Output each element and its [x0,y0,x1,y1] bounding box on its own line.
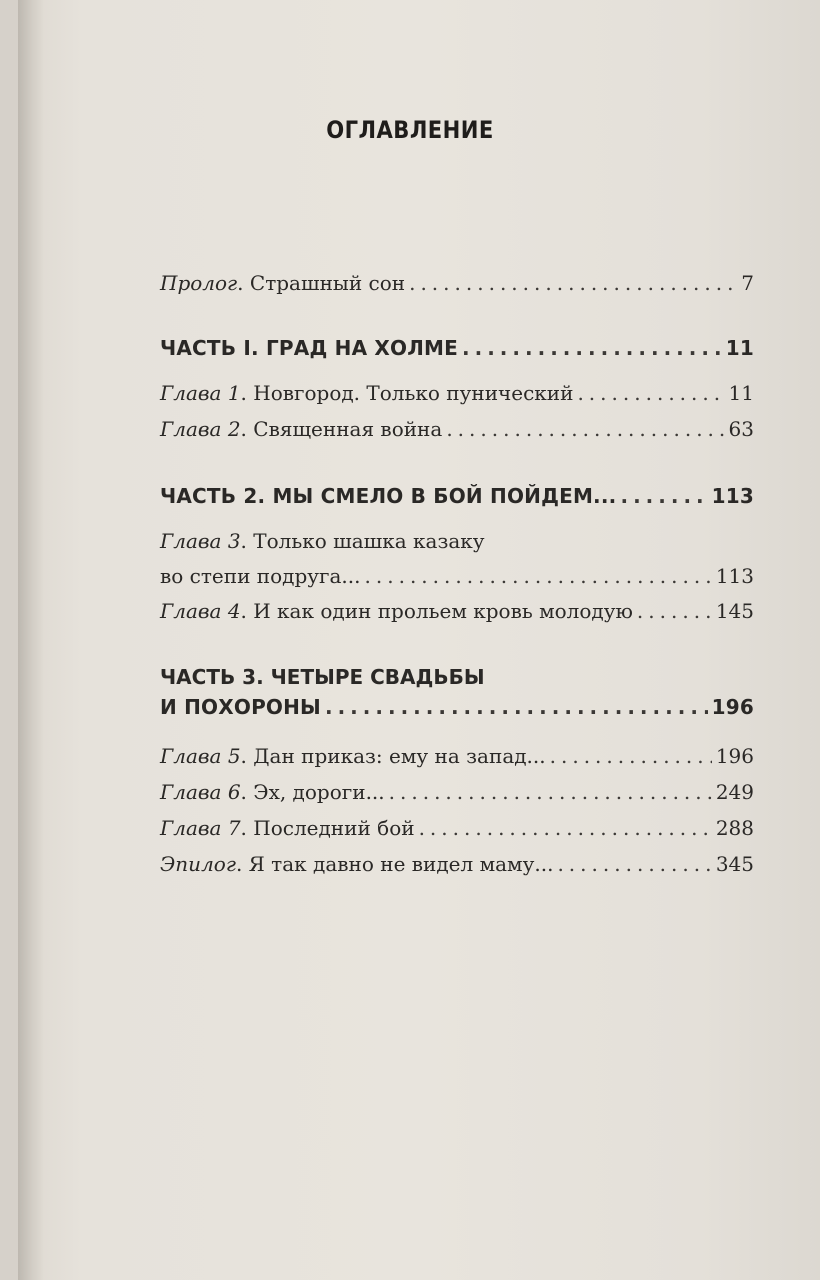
dot-leader [550,741,712,771]
toc-part-3 [160,692,754,722]
dot-leader [577,378,724,408]
page-number: 7 [741,271,754,295]
entry-title: . Последний бой [240,816,415,840]
entry-prefix: Глава 2 [160,417,241,441]
entry-prefix: Эпилог [160,852,236,876]
toc-part-1 [160,333,754,363]
toc-part-2 [160,481,754,511]
entry-title: . Эх, дороги... [240,780,385,804]
entry-title: . Только шашка казаку [240,529,485,553]
part-title: ЧАСТЬ I. ГРАД НА ХОЛМЕ [160,336,459,360]
entry-prefix: Глава 5 [160,744,241,768]
page-title: ОГЛАВЛЕНИЕ [326,116,494,144]
page-number: 196 [711,695,754,719]
dot-leader [637,596,712,626]
page-number: 113 [711,484,754,508]
dot-leader [462,333,722,363]
page-number: 113 [715,564,754,588]
book-page [18,0,820,1280]
page-number: 345 [715,852,754,876]
dot-leader [389,777,712,807]
page-number: 63 [728,417,754,441]
page-number: 145 [715,599,754,623]
part-title: ЧАСТЬ 2. МЫ СМЕЛО В БОЙ ПОЙДЕМ... [160,484,617,508]
entry-prefix: Глава 6 [160,780,241,804]
toc-entry-epilogue [160,849,754,879]
page-number: 196 [715,744,754,768]
toc-entry-chapter-1 [160,378,754,408]
entry-title: . Страшный сон [237,271,406,295]
entry-title-continued: во степи подруга... [160,564,361,588]
entry-title: . Новгород. Только пунический [240,381,574,405]
entry-title: . Дан приказ: ему на запад... [240,744,546,768]
page-number: 288 [715,816,754,840]
dot-leader [620,481,707,511]
page-number: 249 [715,780,754,804]
entry-prefix: Глава 4 [160,599,241,623]
dot-leader [325,692,708,722]
dot-leader [557,849,711,879]
toc-entry-chapter-4 [160,596,754,626]
toc-entry-chapter-2 [160,414,754,444]
dot-leader [446,414,724,444]
toc-entry-chapter-7 [160,813,754,843]
entry-title: . Я так давно не видел маму... [235,852,554,876]
toc-entry-chapter-3 [160,561,754,591]
page-number: 11 [725,336,754,360]
entry-title: . И как один прольем кровь молодую [240,599,633,623]
dot-leader [409,268,737,298]
page-gutter-shadow [18,0,44,1280]
entry-title: . Священная война [240,417,443,441]
dot-leader [365,561,712,591]
toc-entry-chapter-6 [160,777,754,807]
entry-prefix: Глава 3 [160,529,241,553]
part-title-continued: И ПОХОРОНЫ [160,695,321,719]
toc-entry-chapter-3-line-1 [160,526,485,556]
entry-prefix: Пролог [160,271,238,295]
entry-prefix: Глава 1 [160,381,241,405]
toc-entry-prologue [160,268,754,298]
entry-prefix: Глава 7 [160,816,241,840]
dot-leader [419,813,712,843]
page-number: 11 [728,381,754,405]
toc-part-3-line-1: ЧАСТЬ 3. ЧЕТЫРЕ СВАДЬБЫ [160,665,485,689]
toc-entry-chapter-5 [160,741,754,771]
